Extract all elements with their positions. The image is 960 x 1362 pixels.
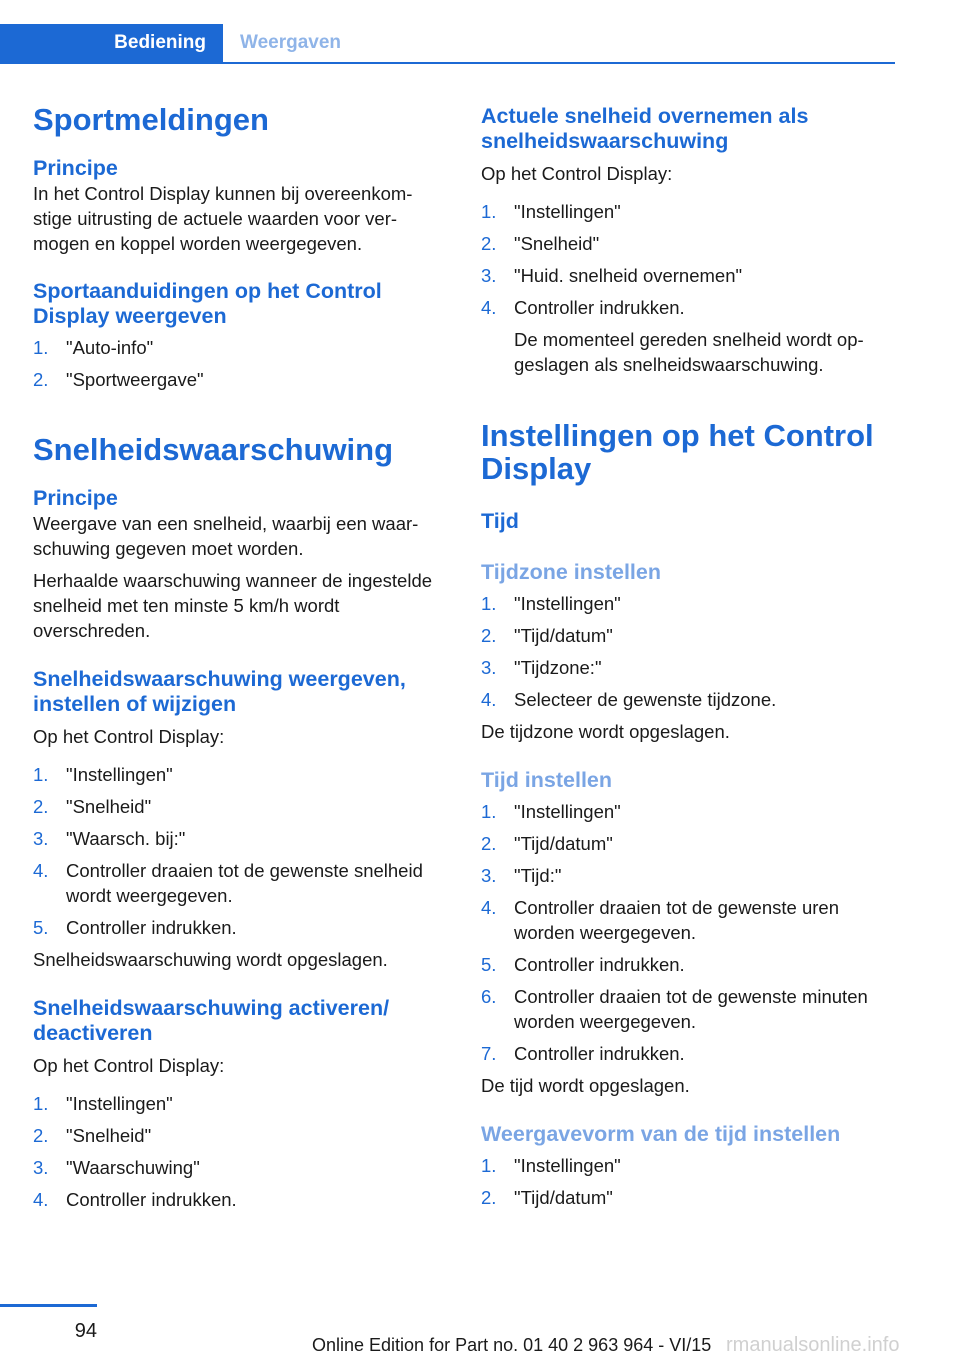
subsection-title-actuele: Actuele snelheid overnemen als snelheidswaarschuwing xyxy=(481,104,809,153)
list-item: 4. Controller draaien tot de gewenste uren worden weergegeven. xyxy=(481,897,839,943)
paragraph: Herhaalde waarschuwing wanneer de ingestelde snelheid met ten minste 5 km/h wordt overschreden. xyxy=(33,570,433,641)
subsection-title-activeren: Snelheidswaarschuwing activeren/ deactiveren xyxy=(33,996,390,1045)
section-title-instellingen: Instellingen op het Control Display xyxy=(481,418,874,486)
watermark: rmanualsonline.info xyxy=(726,1334,900,1356)
paragraph: In het Control Display kunnen bij overeenkomstige uitrusting de actuele waarden voor vermogen en koppel worden weergegeven. xyxy=(33,183,413,254)
list-item: 2. "Snelheid" xyxy=(33,796,152,817)
list-item: 7. Controller indrukken. xyxy=(481,1043,685,1064)
list-item: 1. "Instellingen" xyxy=(33,764,173,785)
list-item: 1. "Instellingen" xyxy=(481,801,621,822)
paragraph: Op het Control Display: xyxy=(33,1055,225,1076)
list-item: 4. Controller draaien tot de gewenste snelheid wordt weergegeven. xyxy=(33,860,423,906)
paragraph: Op het Control Display: xyxy=(33,726,225,747)
list-item: 4. Selecteer de gewenste tijdzone. xyxy=(481,689,777,710)
list-item: 2. "Snelheid" xyxy=(481,233,600,254)
list-item: 1. "Instellingen" xyxy=(33,1093,173,1114)
steps-list xyxy=(481,799,893,1066)
header-bar xyxy=(0,24,895,64)
right-column xyxy=(481,100,893,1210)
subsection-title-tijd-instellen: Tijd instellen xyxy=(481,768,613,792)
page-number: 94 xyxy=(74,1320,97,1342)
section-title-snelheidswaarschuwing: Snelheidswaarschuwing xyxy=(33,432,394,467)
list-item: 1. "Instellingen" xyxy=(481,1155,621,1176)
steps-list xyxy=(481,591,893,712)
steps-list xyxy=(33,762,445,940)
section-title-sportmeldingen: Sportmeldingen xyxy=(33,102,269,137)
steps-list xyxy=(33,1091,445,1212)
list-item: 1. "Instellingen" xyxy=(481,593,621,614)
list-item: 2. "Tijd/datum" xyxy=(481,625,613,646)
steps-list xyxy=(481,199,893,377)
list-item: 1. "Auto-info" xyxy=(33,337,154,358)
steps-list xyxy=(33,335,445,392)
list-item: 2. "Sportweergave" xyxy=(33,369,204,390)
left-column xyxy=(33,100,445,1212)
paragraph: Weergave van een snelheid, waarbij een waarschuwing gegeven moet worden. xyxy=(33,513,419,559)
list-item: 3. "Tijdzone:" xyxy=(481,657,602,678)
list-item: 1. "Instellingen" xyxy=(481,201,621,222)
subsection-title-weergeven: Snelheidswaarschuwing weergeven, instellen of wijzigen xyxy=(33,667,406,716)
tab-weergaven[interactable]: Weergaven xyxy=(240,32,342,53)
tab-bediening[interactable]: Bediening xyxy=(0,24,223,62)
paragraph: Op het Control Display: xyxy=(481,163,673,184)
list-item: 6. Controller draaien tot de gewenste minuten worden weergegeven. xyxy=(481,986,868,1032)
list-item: 3. "Tijd:" xyxy=(481,865,562,886)
list-item: 3. "Waarschuwing" xyxy=(33,1157,200,1178)
subsection-title-sportaanduidingen: Sportaanduidingen op het Control Display weergeven xyxy=(33,279,382,328)
subsection-title-tijd: Tijd xyxy=(481,509,519,533)
list-item: 5. Controller indrukken. xyxy=(33,917,237,938)
list-item: 2. "Snelheid" xyxy=(33,1125,152,1146)
list-item: 4. Controller indrukken. De momenteel gereden snelheid wordt opgeslagen als snelheidswaarschuwing. xyxy=(481,295,893,377)
footer-rule xyxy=(0,1304,97,1307)
subsection-title-tijdzone: Tijdzone instellen xyxy=(481,560,661,584)
paragraph: De tijdzone wordt opgeslagen. xyxy=(481,721,730,742)
subsection-title-principe: Principe xyxy=(33,156,118,180)
paragraph: De tijd wordt opgeslagen. xyxy=(481,1075,690,1096)
list-item: 4. Controller indrukken. xyxy=(33,1189,237,1210)
subsection-title-principe: Principe xyxy=(33,486,118,510)
list-item: 2. "Tijd/datum" xyxy=(481,833,613,854)
step-note: De momenteel gereden snelheid wordt opgeslagen als snelheidswaarschuwing. xyxy=(514,329,864,375)
list-item: 3. "Waarsch. bij:" xyxy=(33,828,186,849)
steps-list xyxy=(481,1153,893,1210)
list-item: 5. Controller indrukken. xyxy=(481,954,685,975)
edition-text: Online Edition for Part no. 01 40 2 963 964 - VI/15 xyxy=(312,1335,712,1355)
subsection-title-weergavevorm: Weergavevorm van de tijd instellen xyxy=(481,1122,841,1146)
list-item: 2. "Tijd/datum" xyxy=(481,1187,613,1208)
paragraph: Snelheidswaarschuwing wordt opgeslagen. xyxy=(33,949,388,970)
list-item: 3. "Huid. snelheid overnemen" xyxy=(481,265,743,286)
